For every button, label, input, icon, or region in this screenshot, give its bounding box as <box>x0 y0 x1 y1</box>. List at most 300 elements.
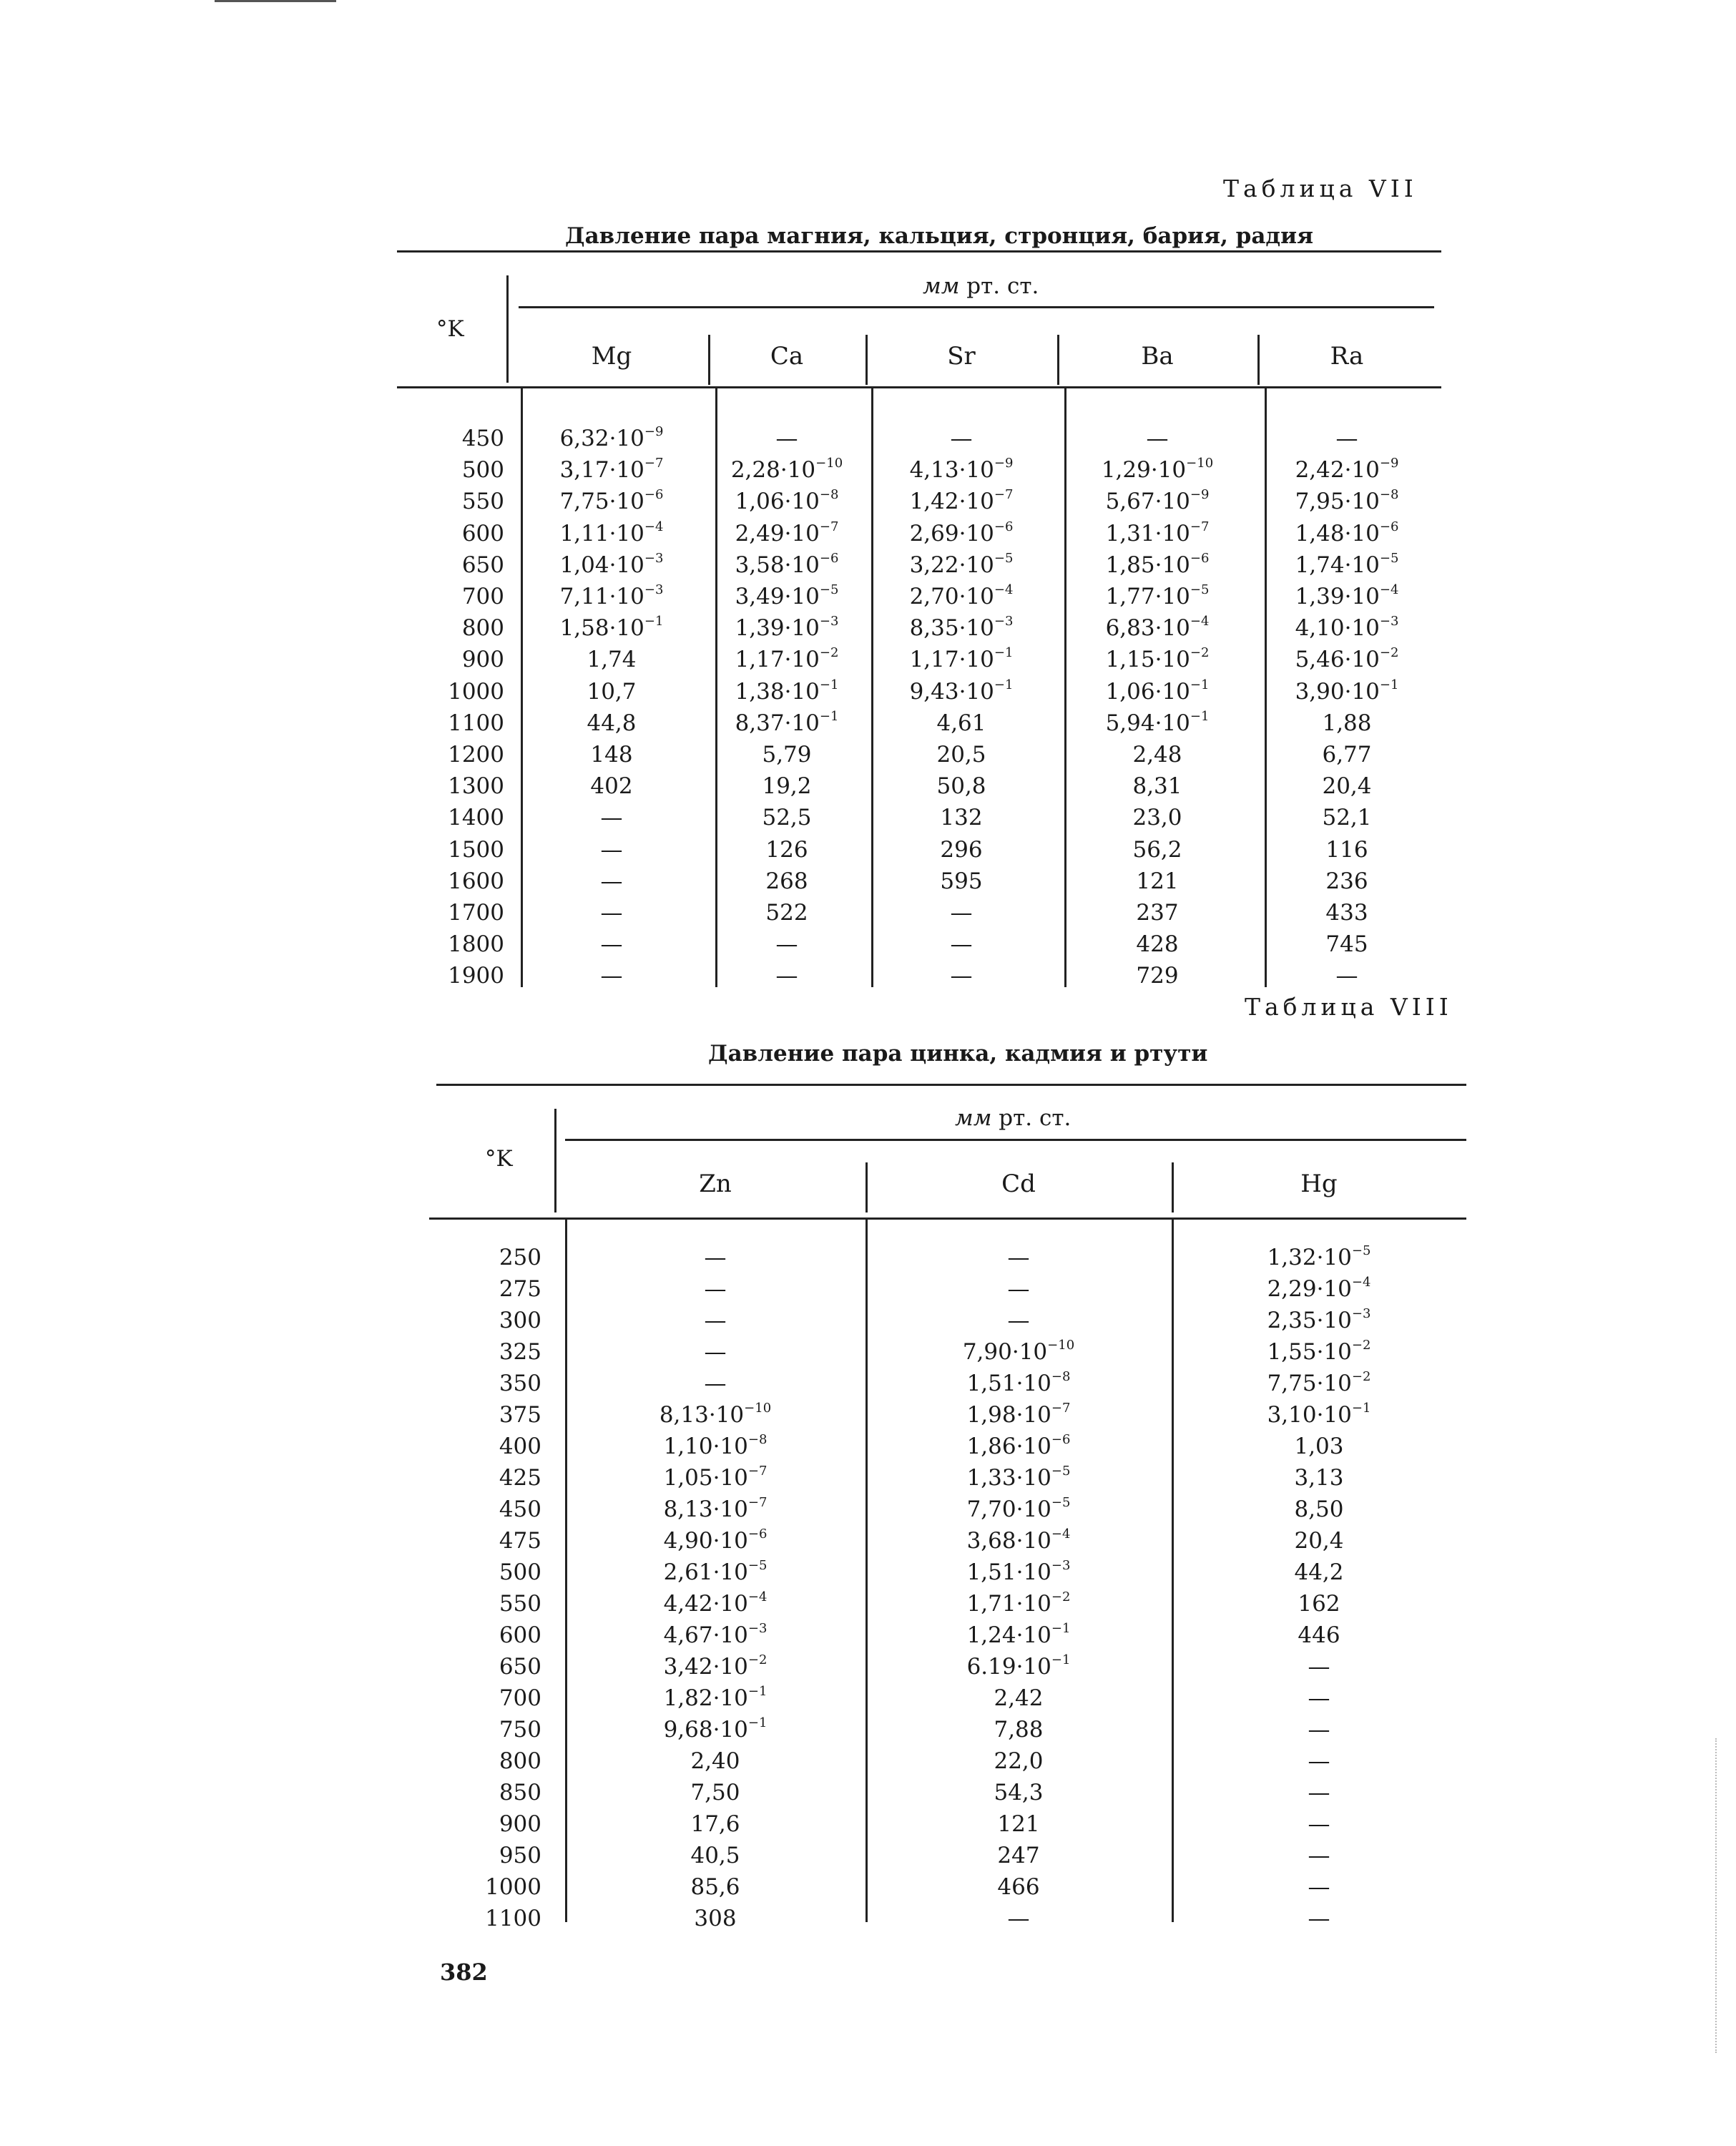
table8-cell-hg: 446 <box>1298 1622 1340 1648</box>
table8-row-temp: 1100 <box>485 1906 541 1931</box>
exponent: −4 <box>1190 614 1210 629</box>
table7-col-header-divider <box>1257 335 1260 385</box>
mantissa: 1,33·10 <box>966 1465 1051 1491</box>
table8-col-header-zn: Zn <box>699 1170 732 1198</box>
table7-cell-mg <box>515 487 708 515</box>
table7-cell-ra <box>1257 645 1436 673</box>
mantissa: 1,06·10 <box>1105 678 1190 705</box>
exponent: −10 <box>744 1401 772 1416</box>
exponent: −1 <box>1051 1652 1071 1667</box>
mantissa: 6.19·10 <box>966 1654 1051 1680</box>
table8-cell-cd <box>865 1401 1172 1428</box>
table8-cell-hg: 1,03 <box>1294 1434 1344 1459</box>
table7-cell-sr: — <box>950 931 973 958</box>
table8-cell-hg: 162 <box>1298 1591 1340 1617</box>
table8-cell-hg <box>1172 1306 1466 1333</box>
table8-row-temp: 650 <box>499 1654 541 1680</box>
mantissa: 1,17·10 <box>909 647 994 673</box>
table7-cell-ca <box>708 708 865 736</box>
exponent: −2 <box>1190 645 1210 661</box>
table8-cell-cd: — <box>1007 1906 1030 1931</box>
exponent: −1 <box>747 1715 768 1730</box>
mantissa: 2,70·10 <box>909 584 994 609</box>
scan-edge-line <box>215 0 336 2</box>
table7-cell-ba <box>1057 519 1257 547</box>
table7-cell-sr <box>865 456 1057 484</box>
table7-cell-mg <box>515 582 708 609</box>
table7-col-header-ra: Ra <box>1330 342 1364 371</box>
table7-row-temp: 450 <box>461 426 504 451</box>
table8-cell-zn <box>565 1715 865 1743</box>
table8-col-header-cd: Cd <box>1001 1170 1036 1198</box>
mantissa: 1,31·10 <box>1105 520 1190 547</box>
mantissa: 1,05·10 <box>663 1465 748 1491</box>
exponent: −1 <box>1190 708 1210 724</box>
mantissa: 1,24·10 <box>966 1622 1051 1648</box>
table7-cell-mg <box>515 424 708 451</box>
exponent: −3 <box>644 550 664 566</box>
mantissa: 2,69·10 <box>909 520 994 547</box>
table8-cell-hg: — <box>1308 1685 1330 1711</box>
table7-cell-sr <box>865 582 1057 609</box>
mantissa: 1,98·10 <box>966 1402 1051 1428</box>
exponent: −8 <box>1379 487 1399 503</box>
table7-row-temp: 1200 <box>448 742 504 768</box>
table8-cell-cd <box>865 1432 1172 1459</box>
table8-cell-hg: 3,13 <box>1294 1465 1344 1491</box>
exponent: −6 <box>1051 1432 1071 1447</box>
table8-row-temp: 300 <box>499 1308 541 1333</box>
table8-row-temp: 700 <box>499 1685 541 1711</box>
mantissa: 3,90·10 <box>1295 678 1380 705</box>
table7-col-header-divider <box>708 335 710 385</box>
table7-cell-ca: — <box>775 963 798 989</box>
table8-cell-cd: 466 <box>997 1874 1040 1900</box>
table8-unit-rule <box>565 1139 1466 1141</box>
table8-row-temp: 275 <box>499 1276 541 1302</box>
table8-row-temp: 800 <box>499 1748 541 1774</box>
mantissa: 8,13·10 <box>663 1496 748 1522</box>
mantissa: 2,35·10 <box>1267 1308 1352 1333</box>
table7-cell-ca: — <box>775 931 798 958</box>
mantissa: 5,67·10 <box>1105 489 1190 515</box>
table7-title: Давление пара магния, кальция, стронция, бария, радия <box>565 223 1313 249</box>
table7-top-rule <box>397 250 1441 253</box>
mantissa: 1,86·10 <box>966 1434 1051 1459</box>
table7-cell-mg: — <box>600 931 623 958</box>
mantissa: 1,55·10 <box>1267 1339 1352 1365</box>
table7-header-bottom-rule <box>397 386 1441 388</box>
table7-row-temp: 1100 <box>448 710 504 736</box>
table7-cell-ba <box>1057 550 1257 578</box>
exponent: −6 <box>1190 550 1210 566</box>
table7-header-divider <box>506 275 509 383</box>
table8-col-header-divider <box>865 1162 868 1212</box>
mantissa: 3,42·10 <box>663 1654 748 1680</box>
table7-row-temp: 1600 <box>448 868 504 894</box>
exponent: −9 <box>644 424 664 439</box>
table7-cell-ca: 126 <box>765 836 808 863</box>
mantissa: 1,11·10 <box>559 520 644 547</box>
mantissa: 2,29·10 <box>1267 1276 1352 1302</box>
table7-unit-rule <box>519 306 1434 308</box>
table7-cell-mg: 402 <box>590 773 633 800</box>
table8-cell-hg: — <box>1308 1748 1330 1774</box>
table8-cell-hg: — <box>1308 1906 1330 1931</box>
exponent: −1 <box>1051 1621 1071 1636</box>
table7-row-temp: 1700 <box>448 900 504 926</box>
table7-temp-header: °K <box>436 316 464 342</box>
table8-row-temp: 450 <box>499 1496 541 1522</box>
table8-row-temp: 500 <box>499 1559 541 1585</box>
table8-cell-hg <box>1172 1401 1466 1428</box>
exponent: −5 <box>1351 1243 1371 1258</box>
scan-edge-dots <box>1715 1738 1717 2053</box>
exponent: −2 <box>1351 1338 1371 1353</box>
table7-col-header-sr: Sr <box>947 342 976 371</box>
table7-cell-ca: 52,5 <box>762 805 812 831</box>
mantissa: 8,13·10 <box>659 1402 745 1428</box>
table7-cell-sr <box>865 550 1057 578</box>
exponent: −1 <box>1190 677 1210 692</box>
mantissa: 4,90·10 <box>663 1528 748 1554</box>
table7-cell-mg: — <box>600 868 623 894</box>
mantissa: 2,61·10 <box>663 1559 748 1585</box>
exponent: −1 <box>747 1684 768 1699</box>
table8-cell-cd <box>865 1464 1172 1491</box>
table7-cell-sr: — <box>950 426 973 451</box>
table7-cell-sr: 20,5 <box>936 742 986 768</box>
table7-unit-suffix: рт. ст. <box>966 273 1039 299</box>
table8-cell-cd <box>865 1589 1172 1617</box>
mantissa: 7,75·10 <box>559 489 644 515</box>
table8-cell-cd: 121 <box>997 1811 1040 1837</box>
mantissa: 8,35·10 <box>909 615 994 642</box>
mantissa: 4,10·10 <box>1295 615 1380 642</box>
table7-cell-ba <box>1057 456 1257 484</box>
table8-cell-hg: — <box>1308 1717 1330 1743</box>
table8-cell-hg: 8,50 <box>1294 1496 1344 1522</box>
table7-cell-ra <box>1257 519 1436 547</box>
table7-cell-sr: — <box>950 963 973 989</box>
table7-cell-sr <box>865 677 1057 705</box>
mantissa: 3,22·10 <box>909 552 994 578</box>
table7-cell-ba <box>1057 582 1257 609</box>
exponent: −9 <box>1379 456 1399 471</box>
mantissa: 8,37·10 <box>735 710 820 736</box>
exponent: −6 <box>819 550 839 566</box>
table7-cell-ca <box>708 550 865 578</box>
exponent: −1 <box>994 645 1014 661</box>
table7-cell-ba <box>1057 708 1257 736</box>
table7-cell-ba: 2,48 <box>1132 742 1182 768</box>
table7-cell-ba: 121 <box>1136 868 1179 894</box>
table8-cell-cd <box>865 1338 1172 1365</box>
exponent: −5 <box>994 550 1014 566</box>
table8-row-temp: 375 <box>499 1402 541 1428</box>
table8-row-temp: 425 <box>499 1465 541 1491</box>
table8-col-header-hg: Hg <box>1300 1170 1338 1198</box>
exponent: −9 <box>994 456 1014 471</box>
table7-cell-ca <box>708 456 865 484</box>
mantissa: 3,68·10 <box>966 1528 1051 1554</box>
mantissa: 7,70·10 <box>966 1496 1051 1522</box>
mantissa: 1,32·10 <box>1267 1245 1352 1270</box>
exponent: −9 <box>1190 487 1210 503</box>
table7-col-header-ba: Ba <box>1141 342 1174 371</box>
table7-cell-ba: 23,0 <box>1132 805 1182 831</box>
mantissa: 1,77·10 <box>1105 584 1190 609</box>
table7-cell-ra <box>1257 677 1436 705</box>
table8-cell-zn: 40,5 <box>690 1843 740 1868</box>
mantissa: 1,82·10 <box>663 1685 748 1711</box>
table7-cell-ra: 20,4 <box>1322 773 1372 800</box>
table8-top-rule <box>436 1084 1466 1086</box>
exponent: −6 <box>1379 519 1399 534</box>
table8-cell-cd <box>865 1369 1172 1396</box>
table8-row-temp: 750 <box>499 1717 541 1743</box>
table7-cell-ba: 237 <box>1136 900 1179 926</box>
table8-row-temp: 850 <box>499 1780 541 1806</box>
table7-row-temp: 650 <box>461 552 504 578</box>
exponent: −7 <box>994 487 1014 503</box>
table8-row-temp: 400 <box>499 1434 541 1459</box>
table8-cell-zn <box>565 1527 865 1554</box>
table7-cell-ca: 268 <box>765 868 808 894</box>
mantissa: 1,42·10 <box>909 489 994 515</box>
exponent: −3 <box>819 614 839 629</box>
table8-row-temp: 350 <box>499 1371 541 1396</box>
table7-cell-mg: 44,8 <box>587 710 637 736</box>
page-number: 382 <box>440 1959 488 1986</box>
table8-cell-hg: — <box>1308 1874 1330 1900</box>
exponent: −4 <box>1379 582 1399 597</box>
table8-row-temp: 550 <box>499 1591 541 1617</box>
table8-cell-cd: 22,0 <box>994 1748 1044 1774</box>
mantissa: 1,06·10 <box>735 489 820 515</box>
table8-unit <box>955 1105 1071 1131</box>
table7-cell-mg: 1,74 <box>587 647 637 673</box>
table8-cell-hg: — <box>1308 1811 1330 1837</box>
table7-cell-ra: 236 <box>1325 868 1368 894</box>
table7-cell-sr: 595 <box>940 868 983 894</box>
exponent: −3 <box>747 1621 768 1636</box>
mantissa: 4,13·10 <box>909 457 994 484</box>
exponent: −7 <box>1190 519 1210 534</box>
table7-cell-mg <box>515 550 708 578</box>
mantissa: 1,17·10 <box>735 647 820 673</box>
table8-cell-cd: — <box>1007 1308 1030 1333</box>
exponent: −6 <box>644 487 664 503</box>
table7-row-temp: 1300 <box>448 773 504 800</box>
mantissa: 1,29·10 <box>1101 457 1187 484</box>
table8-cell-hg: — <box>1308 1843 1330 1868</box>
table8-cell-cd <box>865 1652 1172 1680</box>
mantissa: 1,51·10 <box>966 1559 1051 1585</box>
table7-col-header-mg: Mg <box>591 342 632 371</box>
mantissa: 1,85·10 <box>1105 552 1190 578</box>
table8-temp-header: °K <box>485 1146 513 1172</box>
table8-cell-hg: 20,4 <box>1294 1528 1344 1554</box>
exponent: −4 <box>747 1589 768 1604</box>
mantissa: 7,95·10 <box>1295 489 1380 515</box>
table8-cell-hg <box>1172 1243 1466 1270</box>
exponent: −2 <box>1351 1369 1371 1384</box>
table8-cell-zn: — <box>704 1339 727 1365</box>
table7-row-temp: 550 <box>461 489 504 515</box>
table7-cell-ca <box>708 519 865 547</box>
exponent: −5 <box>819 582 839 597</box>
mantissa: 6,83·10 <box>1105 615 1190 642</box>
table7-cell-ba <box>1057 614 1257 642</box>
table7-row-temp: 600 <box>461 520 504 547</box>
exponent: −10 <box>1186 456 1214 471</box>
table8-cell-hg <box>1172 1369 1466 1396</box>
exponent: −3 <box>994 614 1014 629</box>
table7-cell-ra <box>1257 456 1436 484</box>
table7-cell-ba: — <box>1146 426 1169 451</box>
exponent: −1 <box>1351 1401 1371 1416</box>
table7-row-temp: 1900 <box>448 963 504 989</box>
exponent: −7 <box>819 519 839 534</box>
table7-caption: Таблица VII <box>1223 175 1418 202</box>
table7-row-temp: 1000 <box>448 678 504 705</box>
exponent: −8 <box>1051 1369 1071 1384</box>
table7-cell-sr <box>865 645 1057 673</box>
table7-cell-ca: 19,2 <box>762 773 812 800</box>
table8-cell-zn <box>565 1495 865 1522</box>
table7-cell-ca: 522 <box>765 900 808 926</box>
mantissa: 1,15·10 <box>1105 647 1190 673</box>
table7-cell-ca <box>708 677 865 705</box>
table8-cell-zn: 7,50 <box>690 1780 740 1806</box>
table7-cell-mg: — <box>600 900 623 926</box>
table7-cell-ra: 1,88 <box>1322 710 1372 736</box>
table8-cell-zn: 308 <box>694 1906 737 1931</box>
table7-cell-mg <box>515 519 708 547</box>
table7-row-temp: 700 <box>461 584 504 609</box>
mantissa: 2,49·10 <box>735 520 820 547</box>
mantissa: 2,42·10 <box>1295 457 1380 484</box>
table8-cell-zn <box>565 1558 865 1585</box>
table8-cell-hg <box>1172 1338 1466 1365</box>
mantissa: 7,90·10 <box>962 1339 1048 1365</box>
mantissa: 1,10·10 <box>663 1434 748 1459</box>
exponent: −3 <box>1351 1306 1371 1321</box>
table7-cell-ra <box>1257 582 1436 609</box>
table7-cell-ba: 8,31 <box>1132 773 1182 800</box>
table8-cell-zn <box>565 1652 865 1680</box>
exponent: −4 <box>1351 1275 1371 1290</box>
exponent: −1 <box>994 677 1014 692</box>
table7-row-temp: 1500 <box>448 836 504 863</box>
table8-cell-cd: 7,88 <box>994 1717 1044 1743</box>
table7-cell-ra: 433 <box>1325 900 1368 926</box>
table7-row-temp: 800 <box>461 615 504 642</box>
table7-col-header-ca: Ca <box>770 342 804 371</box>
table7-cell-sr <box>865 614 1057 642</box>
table7-cell-ca <box>708 645 865 673</box>
table7-cell-sr: — <box>950 900 973 926</box>
table8-cell-zn <box>565 1401 865 1428</box>
exponent: −1 <box>819 677 839 692</box>
mantissa: 1,58·10 <box>559 615 644 642</box>
table8-cell-cd: — <box>1007 1276 1030 1302</box>
table8-unit-suffix: рт. ст. <box>999 1105 1071 1131</box>
mantissa: 9,43·10 <box>909 678 994 705</box>
table8-cell-cd <box>865 1558 1172 1585</box>
table8-cell-zn: — <box>704 1308 727 1333</box>
exponent: −4 <box>644 519 664 534</box>
table7-cell-mg: 10,7 <box>587 678 637 705</box>
exponent: −2 <box>747 1652 768 1667</box>
exponent: −4 <box>1051 1527 1071 1542</box>
mantissa: 5,46·10 <box>1295 647 1380 673</box>
mantissa: 1,39·10 <box>735 615 820 642</box>
table7-cell-sr <box>865 487 1057 515</box>
table8-cell-hg <box>1172 1275 1466 1302</box>
table7-cell-ra <box>1257 487 1436 515</box>
mantissa: 1,39·10 <box>1295 584 1380 609</box>
table7-cell-mg <box>515 456 708 484</box>
table7-cell-sr: 132 <box>940 805 983 831</box>
table7-cell-mg: — <box>600 836 623 863</box>
table7-cell-sr: 4,61 <box>936 710 986 736</box>
exponent: −7 <box>747 1495 768 1510</box>
exponent: −3 <box>1379 614 1399 629</box>
mantissa: 6,32·10 <box>559 426 644 451</box>
table7-cell-sr: 50,8 <box>936 773 986 800</box>
table7-cell-sr <box>865 519 1057 547</box>
table8-cell-zn <box>565 1684 865 1711</box>
exponent: −5 <box>1190 582 1210 597</box>
table7-cell-ba <box>1057 487 1257 515</box>
exponent: −5 <box>1379 550 1399 566</box>
table8-row-temp: 950 <box>499 1843 541 1868</box>
table7-cell-ba <box>1057 645 1257 673</box>
table8-col-header-divider <box>1172 1162 1174 1212</box>
table7-cell-ca: — <box>775 426 798 451</box>
table7-cell-sr: 296 <box>940 836 983 863</box>
exponent: −2 <box>1379 645 1399 661</box>
exponent: −1 <box>1379 677 1399 692</box>
table8-unit-prefix: мм <box>955 1105 992 1131</box>
table8-cell-cd: 2,42 <box>994 1685 1044 1711</box>
exponent: −8 <box>747 1432 768 1447</box>
table8-cell-cd <box>865 1621 1172 1648</box>
exponent: −5 <box>747 1558 768 1573</box>
table7-cell-ba: 428 <box>1136 931 1179 958</box>
mantissa: 1,51·10 <box>966 1371 1051 1396</box>
mantissa: 4,67·10 <box>663 1622 748 1648</box>
exponent: −10 <box>815 456 843 471</box>
exponent: −5 <box>1051 1464 1071 1479</box>
table7-row-temp: 900 <box>461 647 504 673</box>
table7-cell-ra: 52,1 <box>1322 805 1372 831</box>
table8-cell-zn <box>565 1621 865 1648</box>
mantissa: 3,17·10 <box>559 457 644 484</box>
table7-cell-ra: 6,77 <box>1322 742 1372 768</box>
table7-cell-ca <box>708 487 865 515</box>
table8-cell-zn: 85,6 <box>690 1874 740 1900</box>
mantissa: 3,49·10 <box>735 584 820 609</box>
table7-cell-ca: 5,79 <box>762 742 812 768</box>
table7-row-temp: 1800 <box>448 931 504 958</box>
exponent: −10 <box>1047 1338 1075 1353</box>
table7-cell-mg: — <box>600 805 623 831</box>
table8-cell-hg: 44,2 <box>1294 1559 1344 1585</box>
table7-cell-mg <box>515 614 708 642</box>
